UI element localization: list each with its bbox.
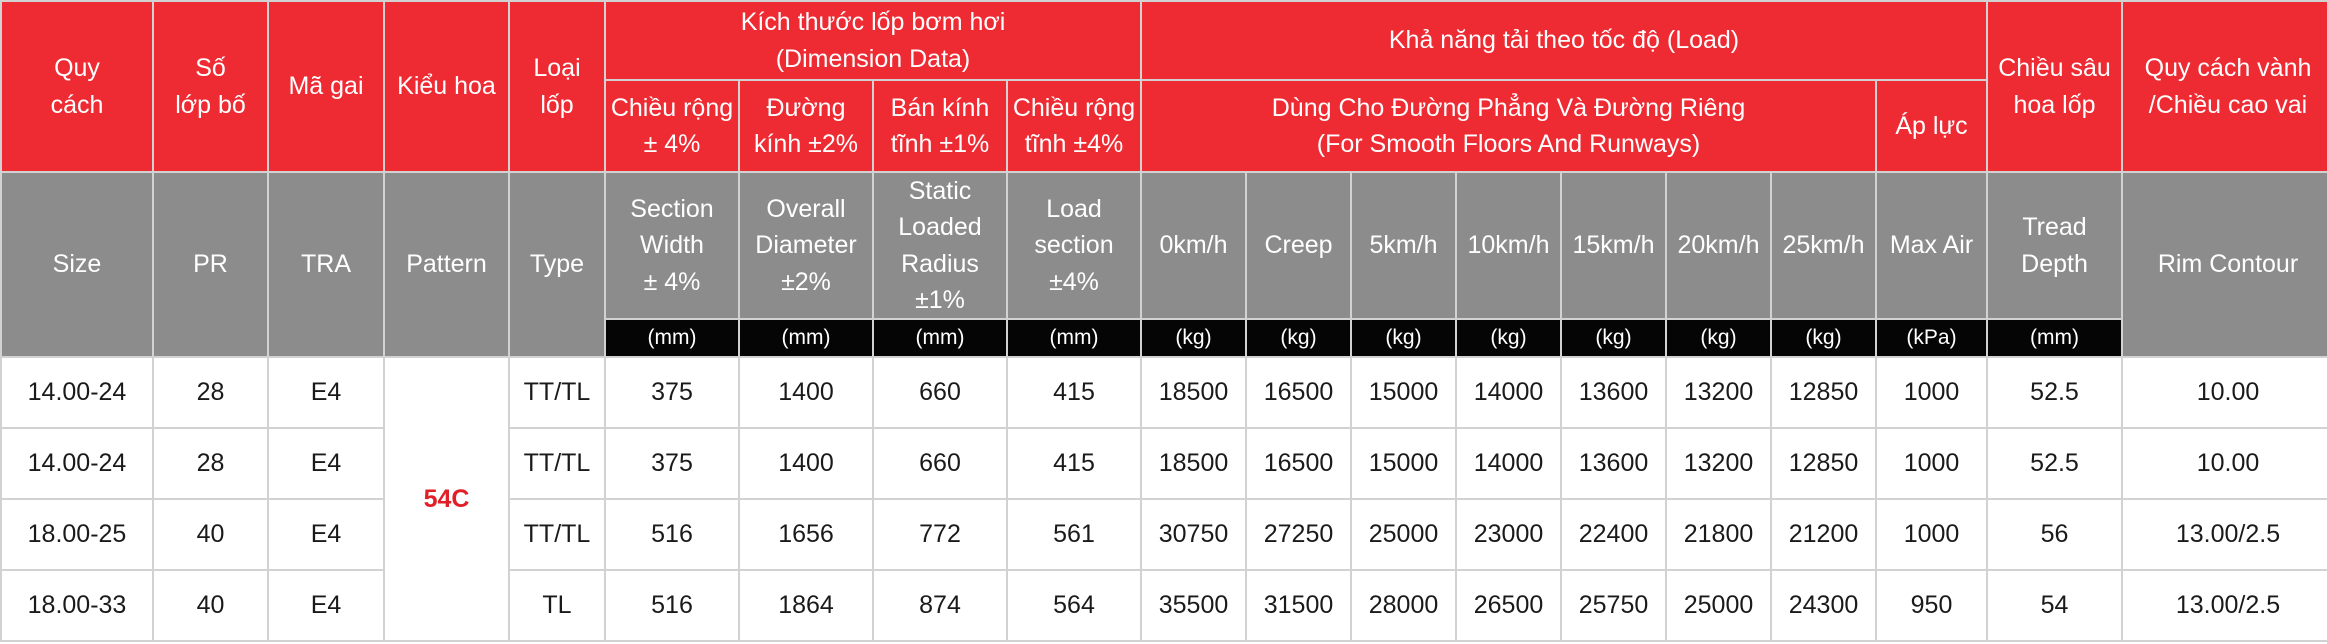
pattern-cell: 54C	[384, 357, 509, 641]
header-pattern-vi: Kiểu hoa	[384, 1, 509, 172]
header-tra-vi: Mã gai	[268, 1, 384, 172]
header-load-section-vi: Chiều rộng tĩnh ±4%	[1007, 80, 1141, 172]
cell-speed-10: 26500	[1456, 570, 1561, 641]
cell-speed-5: 28000	[1351, 570, 1456, 641]
unit-section-width: (mm)	[605, 319, 739, 357]
header-speed-25: 25km/h	[1771, 172, 1876, 319]
unit-load-section: (mm)	[1007, 319, 1141, 357]
header-smooth-floors: Dùng Cho Đường Phẳng Và Đường Riêng (For Smooth Floors And Runways)	[1141, 80, 1876, 172]
cell-size: 14.00-24	[1, 428, 153, 499]
cell-tra: E4	[268, 570, 384, 641]
header-overall-diameter-en: Overall Diameter ±2%	[739, 172, 873, 319]
cell-speed-0: 30750	[1141, 499, 1246, 570]
cell-section-width: 375	[605, 357, 739, 428]
cell-speed-25: 21200	[1771, 499, 1876, 570]
unit-speed-5: (kg)	[1351, 319, 1456, 357]
table-body	[1, 357, 2327, 641]
header-overall-diameter-vi: Đường kính ±2%	[739, 80, 873, 172]
header-tra-en: TRA	[268, 172, 384, 357]
header-row-vi-top	[1, 1, 2327, 80]
unit-speed-20: (kg)	[1666, 319, 1771, 357]
cell-tread-depth: 54	[1987, 570, 2122, 641]
table-row	[1, 357, 2327, 428]
cell-static-radius: 660	[873, 357, 1007, 428]
cell-load-section: 561	[1007, 499, 1141, 570]
unit-max-air: (kPa)	[1876, 319, 1987, 357]
header-type-en: Type	[509, 172, 605, 357]
cell-tread-depth: 52.5	[1987, 357, 2122, 428]
cell-pr: 28	[153, 357, 268, 428]
cell-speed-10: 23000	[1456, 499, 1561, 570]
cell-speed-15: 13600	[1561, 357, 1666, 428]
cell-speed-20: 25000	[1666, 570, 1771, 641]
unit-overall-diameter: (mm)	[739, 319, 873, 357]
cell-type: TT/TL	[509, 357, 605, 428]
cell-speed-15: 22400	[1561, 499, 1666, 570]
unit-speed-15: (kg)	[1561, 319, 1666, 357]
cell-speed-creep: 31500	[1246, 570, 1351, 641]
unit-tread-depth: (mm)	[1987, 319, 2122, 357]
cell-rim-contour: 13.00/2.5	[2122, 570, 2327, 641]
header-size-en: Size	[1, 172, 153, 357]
cell-speed-5: 15000	[1351, 428, 1456, 499]
cell-tra: E4	[268, 499, 384, 570]
cell-type: TT/TL	[509, 499, 605, 570]
cell-rim-contour: 13.00/2.5	[2122, 499, 2327, 570]
cell-static-radius: 772	[873, 499, 1007, 570]
table-row	[1, 428, 2327, 499]
cell-speed-20: 13200	[1666, 428, 1771, 499]
cell-section-width: 516	[605, 499, 739, 570]
cell-section-width: 375	[605, 428, 739, 499]
header-section-width-vi: Chiều rộng ± 4%	[605, 80, 739, 172]
header-speed-5: 5km/h	[1351, 172, 1456, 319]
cell-tra: E4	[268, 357, 384, 428]
cell-speed-20: 13200	[1666, 357, 1771, 428]
cell-tra: E4	[268, 428, 384, 499]
header-section-width-en: Section Width ± 4%	[605, 172, 739, 319]
cell-type: TL	[509, 570, 605, 641]
cell-size: 18.00-33	[1, 570, 153, 641]
cell-type: TT/TL	[509, 428, 605, 499]
header-speed-creep: Creep	[1246, 172, 1351, 319]
cell-speed-20: 21800	[1666, 499, 1771, 570]
header-speed-0: 0km/h	[1141, 172, 1246, 319]
cell-max-air: 1000	[1876, 428, 1987, 499]
header-rim-contour-en: Rim Contour	[2122, 172, 2327, 357]
cell-tread-depth: 52.5	[1987, 428, 2122, 499]
header-dimension-group: Kích thước lốp bơm hơi (Dimension Data)	[605, 1, 1141, 80]
cell-speed-0: 18500	[1141, 357, 1246, 428]
cell-overall-diameter: 1400	[739, 357, 873, 428]
unit-speed-25: (kg)	[1771, 319, 1876, 357]
cell-speed-10: 14000	[1456, 357, 1561, 428]
cell-static-radius: 874	[873, 570, 1007, 641]
header-load-group: Khả năng tải theo tốc độ (Load)	[1141, 1, 1987, 80]
header-tread-depth-en: Tread Depth	[1987, 172, 2122, 319]
unit-static-radius: (mm)	[873, 319, 1007, 357]
header-pr-en: PR	[153, 172, 268, 357]
cell-load-section: 415	[1007, 428, 1141, 499]
unit-speed-0: (kg)	[1141, 319, 1246, 357]
cell-load-section: 564	[1007, 570, 1141, 641]
header-speed-15: 15km/h	[1561, 172, 1666, 319]
cell-rim-contour: 10.00	[2122, 357, 2327, 428]
cell-size: 18.00-25	[1, 499, 153, 570]
cell-speed-10: 14000	[1456, 428, 1561, 499]
cell-load-section: 415	[1007, 357, 1141, 428]
cell-overall-diameter: 1656	[739, 499, 873, 570]
cell-overall-diameter: 1400	[739, 428, 873, 499]
cell-speed-25: 12850	[1771, 428, 1876, 499]
header-static-radius-en: Static Loaded Radius ±1%	[873, 172, 1007, 319]
cell-speed-25: 24300	[1771, 570, 1876, 641]
cell-speed-25: 12850	[1771, 357, 1876, 428]
cell-speed-creep: 16500	[1246, 357, 1351, 428]
cell-section-width: 516	[605, 570, 739, 641]
header-speed-10: 10km/h	[1456, 172, 1561, 319]
header-static-radius-vi: Bán kính tĩnh ±1%	[873, 80, 1007, 172]
cell-pr: 40	[153, 570, 268, 641]
header-pressure-vi: Áp lực	[1876, 80, 1987, 172]
header-type-vi: Loại lốp	[509, 1, 605, 172]
cell-speed-creep: 27250	[1246, 499, 1351, 570]
cell-speed-15: 25750	[1561, 570, 1666, 641]
cell-pr: 28	[153, 428, 268, 499]
table-row	[1, 499, 2327, 570]
header-row-en	[1, 172, 2327, 319]
cell-max-air: 1000	[1876, 357, 1987, 428]
table-row	[1, 570, 2327, 641]
cell-tread-depth: 56	[1987, 499, 2122, 570]
cell-size: 14.00-24	[1, 357, 153, 428]
cell-speed-0: 35500	[1141, 570, 1246, 641]
cell-pr: 40	[153, 499, 268, 570]
cell-speed-5: 25000	[1351, 499, 1456, 570]
header-size-vi: Quy cách	[1, 1, 153, 172]
header-rim-contour-vi: Quy cách vành /Chiều cao vai	[2122, 1, 2327, 172]
cell-speed-creep: 16500	[1246, 428, 1351, 499]
cell-speed-0: 18500	[1141, 428, 1246, 499]
cell-max-air: 1000	[1876, 499, 1987, 570]
header-pattern-en: Pattern	[384, 172, 509, 357]
unit-speed-10: (kg)	[1456, 319, 1561, 357]
header-pr-vi: Số lớp bố	[153, 1, 268, 172]
cell-speed-5: 15000	[1351, 357, 1456, 428]
header-max-air: Max Air	[1876, 172, 1987, 319]
header-tread-depth-vi: Chiều sâu hoa lốp	[1987, 1, 2122, 172]
cell-static-radius: 660	[873, 428, 1007, 499]
cell-speed-15: 13600	[1561, 428, 1666, 499]
cell-max-air: 950	[1876, 570, 1987, 641]
cell-rim-contour: 10.00	[2122, 428, 2327, 499]
unit-speed-creep: (kg)	[1246, 319, 1351, 357]
header-load-section-en: Load section ±4%	[1007, 172, 1141, 319]
cell-overall-diameter: 1864	[739, 570, 873, 641]
header-speed-20: 20km/h	[1666, 172, 1771, 319]
